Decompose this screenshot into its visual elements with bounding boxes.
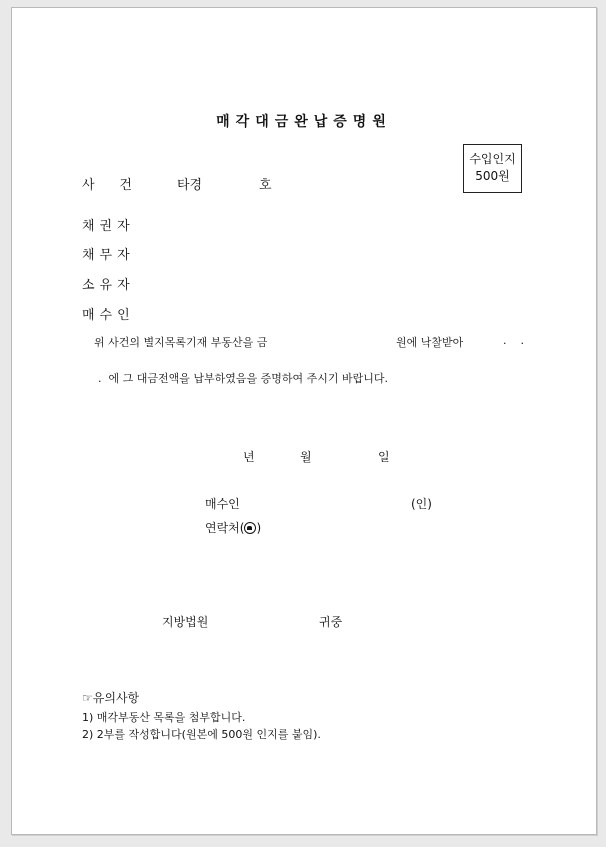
creditor-label: 채권자	[82, 219, 135, 234]
stamp-label: 수입인지	[469, 152, 516, 166]
notes-item-2: 2) 2부를 작성합니다(원본에 500원 인지를 붙임).	[82, 728, 321, 741]
notes-heading: ☞유의사항	[82, 691, 140, 705]
date-year: 년	[243, 450, 255, 464]
revenue-stamp-box	[463, 144, 522, 193]
seal-mark: (인)	[411, 497, 432, 511]
document-page	[11, 7, 597, 835]
body-text-line1-part2: 원에 낙찰받아	[396, 336, 464, 349]
buyer-label: 매수인	[82, 308, 135, 323]
notes-item-1: 1) 매각부동산 목록을 첨부합니다.	[82, 711, 246, 724]
debtor-label: 채무자	[82, 248, 135, 263]
court-addressee: 귀중	[319, 615, 343, 629]
stamp-amount: 500원	[475, 169, 510, 183]
contact-label: 연락처(	[205, 521, 245, 535]
signature-buyer-label: 매수인	[205, 497, 240, 511]
date-month: 월	[300, 450, 312, 464]
owner-label: 소유자	[82, 278, 135, 293]
contact-line	[205, 519, 261, 536]
district-court-label: 지방법원	[162, 615, 209, 629]
case-number-suffix: 호	[259, 178, 272, 193]
case-label: 사 건	[82, 178, 132, 193]
contact-close: )	[256, 521, 262, 535]
telephone-icon	[244, 522, 256, 534]
document-title: 매각대금완납증명원	[216, 114, 392, 130]
body-text-line1-part1: 위 사건의 별지목록기재 부동산을 금	[94, 336, 268, 349]
date-day: 일	[378, 450, 390, 464]
body-text-date-dots: . .	[503, 334, 524, 347]
case-court-code: 타경	[177, 178, 203, 193]
body-text-line2: . 에 그 대금전액을 납부하였음을 증명하여 주시기 바랍니다.	[98, 372, 388, 385]
